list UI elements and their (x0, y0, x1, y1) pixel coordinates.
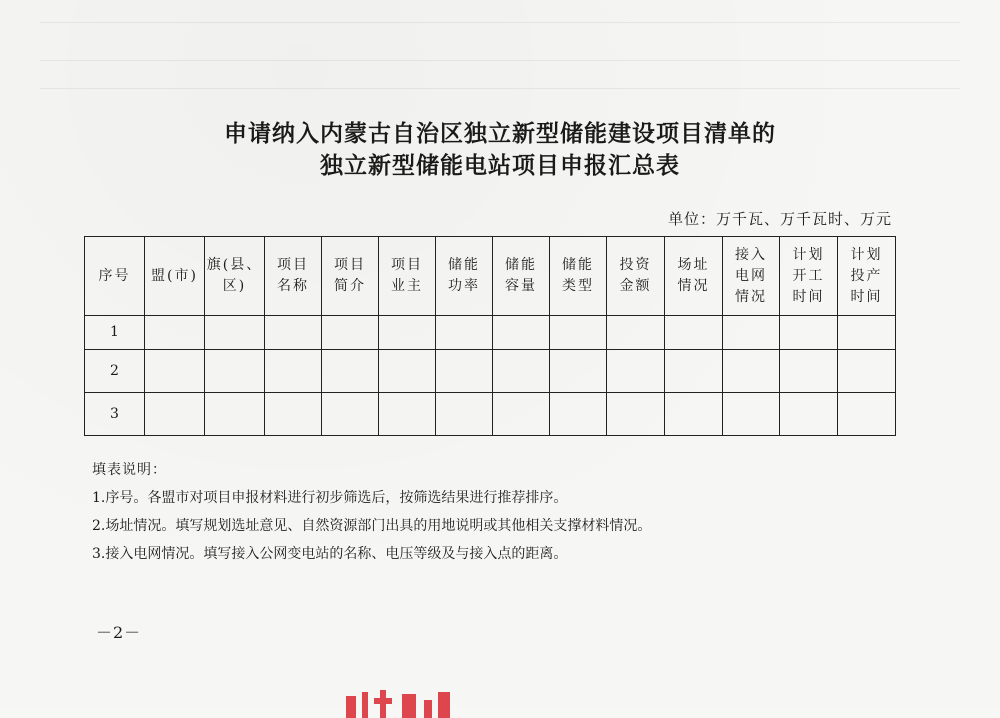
scan-artifact (40, 60, 960, 61)
column-header-label: 项目 业主 (391, 257, 423, 294)
empty-cell (265, 316, 322, 350)
empty-cell (665, 393, 723, 436)
empty-cell (838, 393, 896, 436)
fill-instructions (92, 456, 651, 568)
column-header (723, 237, 780, 316)
table-body (85, 316, 896, 436)
empty-cell (265, 350, 322, 393)
column-header (780, 237, 838, 316)
note-item-3: 3.接入电网情况。填写接入公网变电站的名称、电压等级及与接入点的距离。 (92, 546, 568, 562)
column-header-label: 场址 情况 (677, 257, 710, 294)
empty-cell (780, 350, 838, 393)
empty-cell (665, 350, 723, 393)
column-header-label: 项目 简介 (334, 257, 366, 294)
column-header-label: 储能 容量 (505, 257, 537, 294)
empty-cell (607, 393, 665, 436)
empty-cell (493, 393, 550, 436)
column-header-label: 计划 投产 时间 (850, 246, 883, 305)
empty-cell (493, 316, 550, 350)
column-header-label: 接入 电网 情况 (735, 246, 767, 305)
empty-cell (205, 350, 265, 393)
empty-cell (436, 393, 493, 436)
column-header-label: 计划 开工 时间 (792, 246, 825, 305)
empty-cell (436, 350, 493, 393)
page-number: －2－ (96, 623, 142, 642)
column-header (265, 237, 322, 316)
column-header-label: 储能 功率 (448, 257, 480, 294)
empty-cell (145, 316, 205, 350)
empty-cell (265, 393, 322, 436)
row-number-cell: 3 (85, 393, 145, 436)
empty-cell (379, 393, 436, 436)
column-header (85, 237, 145, 316)
column-header-label: 投资 金额 (619, 257, 652, 294)
row-number-cell: 1 (85, 316, 145, 350)
empty-cell (322, 316, 379, 350)
table-row (85, 393, 896, 436)
column-header (379, 237, 436, 316)
column-header-label: 储能 类型 (562, 257, 594, 294)
empty-cell (607, 316, 665, 350)
empty-cell (322, 393, 379, 436)
column-header (665, 237, 723, 316)
empty-cell (379, 316, 436, 350)
scan-artifact (40, 88, 960, 89)
empty-cell (550, 393, 607, 436)
row-number-cell: 2 (85, 350, 145, 393)
title-line-1: 申请纳入内蒙古自治区独立新型储能建设项目清单的 (224, 121, 776, 147)
empty-cell (838, 350, 896, 393)
note-item-2: 2.场址情况。填写规划选址意见、自然资源部门出具的用地说明或其他相关支撑材料情况。 (92, 518, 652, 534)
empty-cell (145, 393, 205, 436)
empty-cell (379, 350, 436, 393)
empty-cell (205, 393, 265, 436)
column-header (607, 237, 665, 316)
stamp-fragment-icon (340, 688, 460, 718)
red-seal-stamp (340, 688, 460, 718)
column-header (145, 237, 205, 316)
column-header-label: 项目 名称 (277, 257, 309, 294)
notes-heading: 填表说明： (92, 462, 167, 478)
column-header (205, 237, 265, 316)
unit-note: 单位：万千瓦、万千瓦时、万元 (667, 210, 892, 228)
column-header (493, 237, 550, 316)
empty-cell (723, 316, 780, 350)
scan-artifact (40, 22, 960, 23)
summary-table (84, 236, 896, 436)
table-header-row (85, 237, 896, 316)
empty-cell (436, 316, 493, 350)
empty-cell (780, 316, 838, 350)
empty-cell (723, 393, 780, 436)
empty-cell (838, 316, 896, 350)
empty-cell (145, 350, 205, 393)
empty-cell (493, 350, 550, 393)
table-row (85, 316, 896, 350)
column-header-label: 序号 (98, 267, 131, 284)
column-header (550, 237, 607, 316)
column-header-label: 盟(市) (151, 267, 198, 284)
empty-cell (205, 316, 265, 350)
empty-cell (607, 350, 665, 393)
empty-cell (550, 316, 607, 350)
empty-cell (665, 316, 723, 350)
note-item-1: 1.序号。各盟市对项目申报材料进行初步筛选后，按筛选结果进行推荐排序。 (92, 490, 568, 506)
title-line-2: 独立新型储能电站项目申报汇总表 (320, 153, 680, 179)
empty-cell (780, 393, 838, 436)
column-header (322, 237, 379, 316)
empty-cell (550, 350, 607, 393)
document-title (0, 118, 1000, 182)
column-header (838, 237, 896, 316)
column-header (436, 237, 493, 316)
table-row (85, 350, 896, 393)
column-header-label: 旗(县、 区) (206, 257, 263, 294)
empty-cell (322, 350, 379, 393)
empty-cell (723, 350, 780, 393)
